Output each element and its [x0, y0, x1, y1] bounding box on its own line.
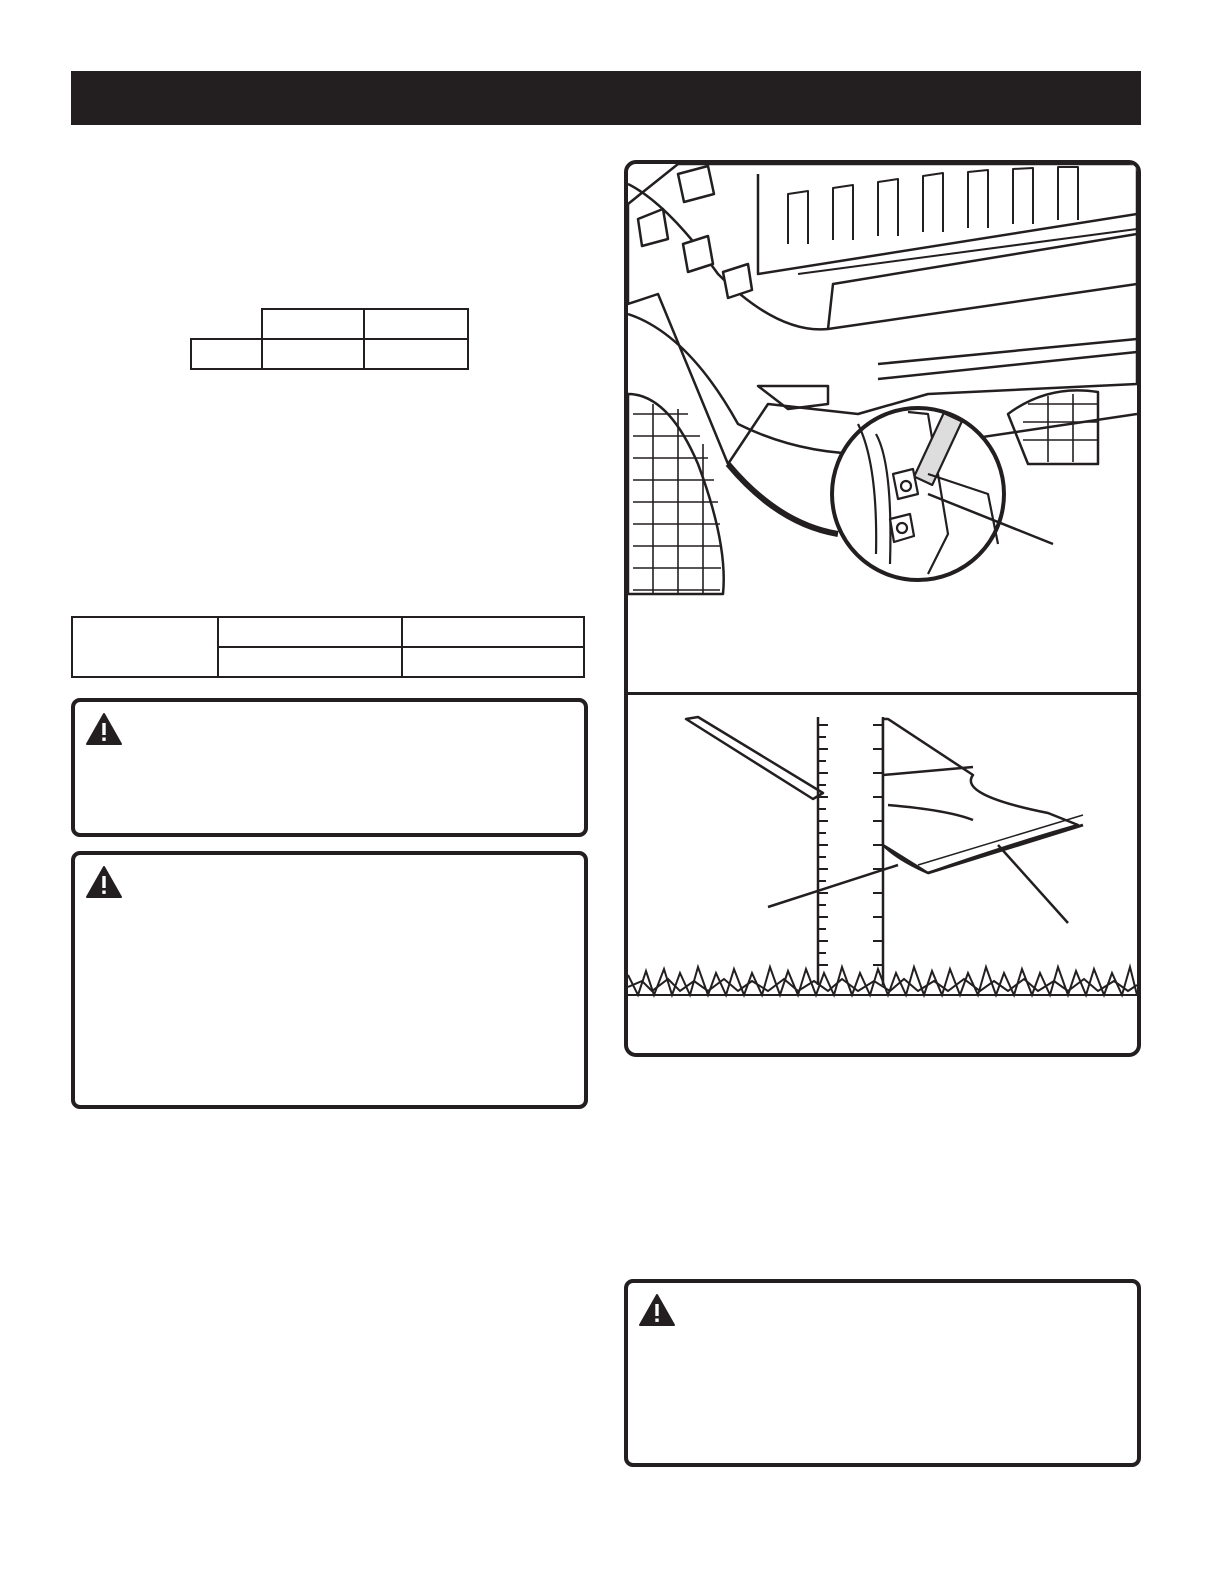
table-cell	[218, 647, 402, 677]
table-cell	[218, 617, 402, 647]
section-header-bar	[71, 71, 1141, 125]
blade-measurement-illustration	[628, 695, 1137, 1057]
warning-box	[71, 698, 588, 837]
table-cell	[364, 339, 468, 369]
warning-triangle-icon	[85, 865, 123, 899]
table-header-cell	[262, 309, 364, 339]
blade-spec-table	[71, 616, 585, 678]
table-cell	[402, 617, 584, 647]
warning-triangle-icon	[85, 712, 123, 746]
warning-box	[71, 851, 588, 1109]
empty-corner-cell	[191, 309, 262, 339]
table-cell	[402, 647, 584, 677]
table-header-cell	[364, 309, 468, 339]
warning-triangle-icon	[638, 1293, 676, 1327]
table-cell	[262, 339, 364, 369]
height-setting-table	[190, 308, 469, 370]
figure-panel	[624, 160, 1141, 1057]
mower-deck-illustration	[628, 164, 1137, 692]
table-row-label	[191, 339, 262, 369]
table-row-label	[72, 617, 218, 677]
warning-box	[624, 1279, 1141, 1467]
